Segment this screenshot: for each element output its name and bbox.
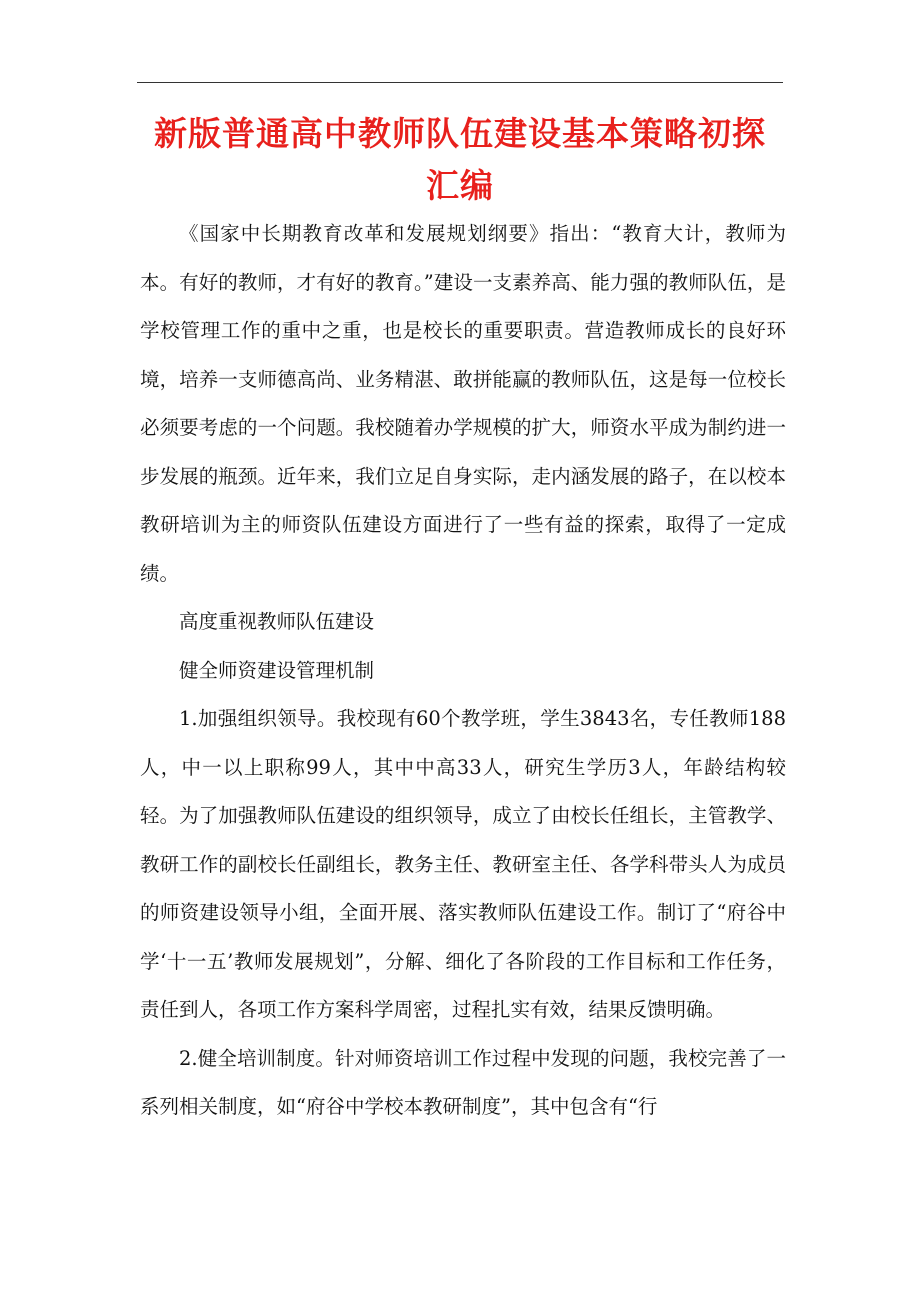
paragraph-intro: 《国家中长期教育改革和发展规划纲要》指出：“教育大计，教师为本。有好的教师，才有好的教育。”建设一支素养高、能力强的教师队伍，是学校管理工作的重中之重，也是校长的重要职责。营造教师成长的良好环境，培养一支师德高尚、业务精湛、敢拼能赢的教师队伍，这是每一位校长必须要考虑的一个问题。我校随着办学规模的扩大，师资水平成为制约进一步发展的瓶颈。近年来，我们立足自身实际，走内涵发展的路子，在以校本教研培训为主的师资队伍建设方面进行了一些有益的探索，取得了一定成绩。 (140, 222, 786, 585)
section-heading: 高度重视教师队伍建设 (179, 610, 375, 633)
subsection-heading: 健全师资建设管理机制 (179, 658, 375, 682)
paragraph-training: 2.健全培训制度。针对师资培训工作过程中发现的问题，我校完善了一系列相关制度，如“府谷中学校本教研制度”，其中包含有“行 (140, 1046, 786, 1118)
document-title: 新版普通高中教师队伍建设基本策略初探汇编 (154, 114, 766, 205)
paragraph-organization: 1.加强组织领导。我校现有60个教学班，学生3843名，专任教师188人，中一以上职称99人，其中中高33人，研究生学历3人，年龄结构较轻。为了加强教师队伍建设的组织领导，成立了由校长任组长，主管教学、教研工作的副校长任副组长，教务主任、教研室主任、各学科带头人为成员的师资建设领导小组，全面开展、落实教师队伍建设工作。制订了“府谷中学‘十一五’教师发展规划”，分解、细化了各阶段的工作目标和工作任务，责任到人，各项工作方案科学周密，过程扎实有效，结果反馈明确。 (140, 707, 786, 1021)
document-body (140, 210, 786, 1132)
header-rule (137, 82, 783, 83)
